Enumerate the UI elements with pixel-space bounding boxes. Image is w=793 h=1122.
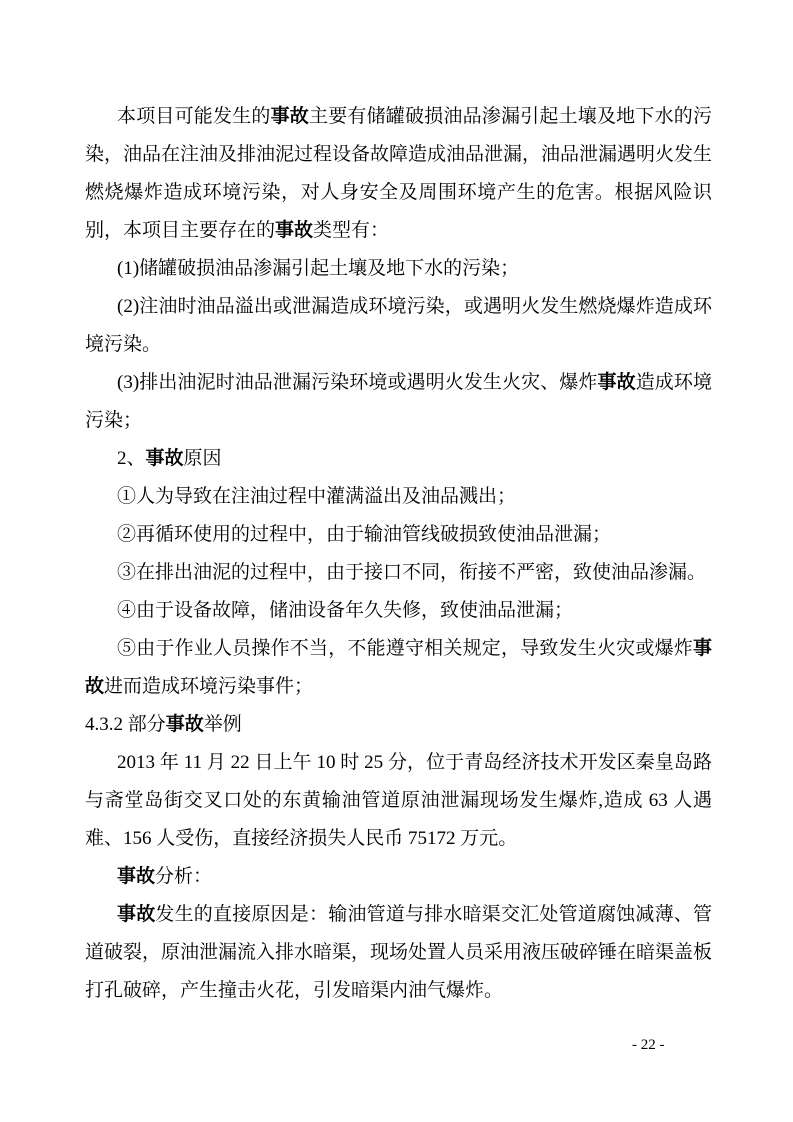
paragraph-accident-overview [85, 98, 712, 250]
body-text: ⑤由于作业人员操作不当，不能遵守相关规定，导致发生火灾或爆炸 [117, 638, 693, 659]
body-text: 造成环境污染； [85, 372, 712, 431]
paragraph-case-qingdao [85, 744, 712, 858]
body-text: 2013 年 11 月 22 日上午 10 时 25 分，位于青岛经济技术开发区秦皇岛路与斋堂岛街交叉口处的东黄输油管道原油泄漏现场发生爆炸,造成 63 人遇难、156 人受伤，直接经济损失人民币 75172 万元。 [85, 752, 712, 849]
body-text: (3)排出油泥时油品泄漏污染环境或遇明火发生火灾、爆炸 [117, 372, 598, 393]
body-text: 4.3.2 部分 [85, 714, 166, 735]
list-item-accident-type-1 [85, 250, 712, 288]
emphasized-text: 事故 [597, 372, 636, 393]
emphasized-text: 事故 [165, 714, 204, 735]
list-item-cause-1 [85, 478, 712, 516]
body-text: ①人为导致在注油过程中灌满溢出及油品溅出； [117, 486, 517, 507]
body-text: (1)储罐破损油品渗漏引起土壤及地下水的污染； [117, 258, 520, 279]
paragraph-accident-analysis-label [85, 858, 712, 896]
body-text: 本项目可能发生的 [117, 106, 271, 127]
emphasized-text: 事故 [117, 904, 156, 925]
list-item-cause-4 [85, 592, 712, 630]
list-item-accident-type-2 [85, 288, 712, 364]
list-item-cause-2 [85, 516, 712, 554]
paragraph-accident-direct-cause [85, 896, 712, 1010]
section-heading-4-3-2 [85, 706, 712, 744]
body-text: 主要有储罐破损油品渗漏引起土壤及地下水的污染，油品在注油及排油泥过程设备故障造成油品泄漏，油品泄漏遇明火发生燃烧爆炸造成环境污染，对人身安全及周围环境产生的危害。根据风险识别，本项目主要存在的 [85, 106, 713, 241]
emphasized-text: 事故 [145, 448, 184, 469]
body-text: 2、 [117, 448, 146, 469]
body-text: 发生的直接原因是：输油管道与排水暗渠交汇处管道腐蚀减薄、管道破裂，原油泄漏流入排水暗渠，现场处置人员采用液压破碎锤在暗渠盖板打孔破碎，产生撞击火花，引发暗渠内油气爆炸。 [85, 904, 713, 1001]
document-body [85, 98, 712, 1010]
emphasized-text: 事故 [85, 638, 712, 697]
footer-page-number: - 22 - [632, 1037, 665, 1053]
list-item-cause-3 [85, 554, 712, 592]
heading-accident-causes [85, 440, 712, 478]
body-text: 举例 [203, 714, 242, 735]
body-text: 原因 [183, 448, 222, 469]
emphasized-text: 事故 [275, 220, 314, 241]
body-text: 进而造成环境污染事件； [104, 676, 314, 697]
body-text: ④由于设备故障，储油设备年久失修，致使油品泄漏； [117, 600, 574, 621]
body-text: ②再循环使用的过程中，由于输油管线破损致使油品泄漏； [117, 524, 612, 545]
emphasized-text: 事故 [117, 866, 156, 887]
list-item-cause-5 [85, 630, 712, 706]
emphasized-text: 事故 [270, 106, 309, 127]
body-text: 类型有： [313, 220, 390, 241]
body-text: (2)注油时油品溢出或泄漏造成环境污染，或遇明火发生燃烧爆炸造成环境污染。 [85, 296, 712, 355]
body-text: 分析： [155, 866, 213, 887]
body-text: ③在排出油泥的过程中，由于接口不同，衔接不严密，致使油品渗漏。 [117, 562, 707, 583]
list-item-accident-type-3 [85, 364, 712, 440]
